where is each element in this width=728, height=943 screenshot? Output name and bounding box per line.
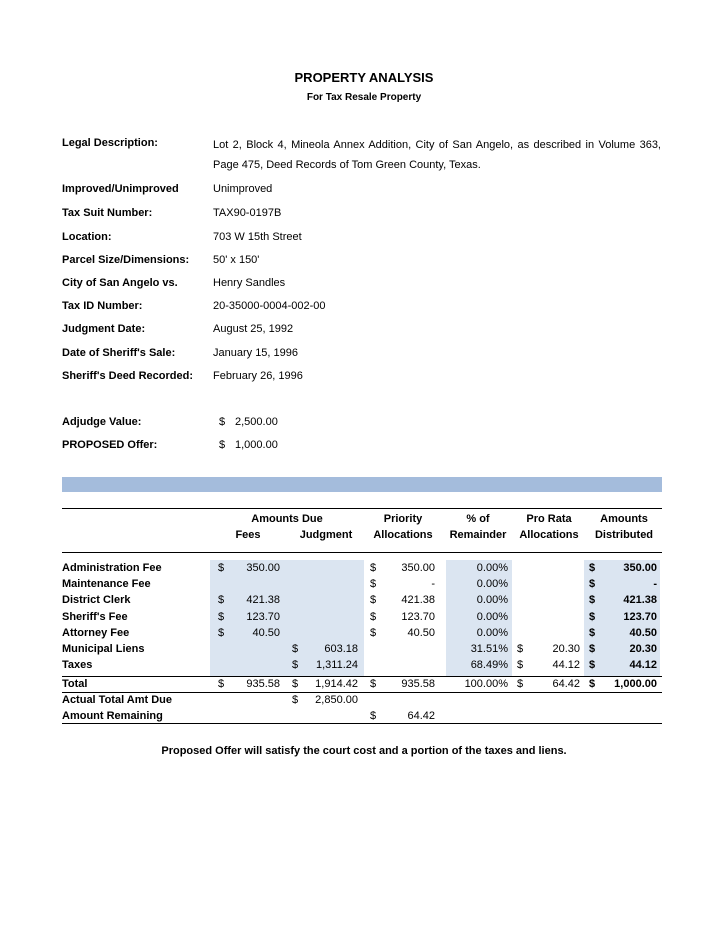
currency-symbol: $ [517, 643, 524, 655]
page-title: PROPERTY ANALYSIS [294, 70, 434, 85]
detail-value: TAX90-0197B [213, 207, 282, 219]
header-remainder: Remainder [449, 529, 507, 541]
legal-description-value: Lot 2, Block 4, Mineola Annex Addition, City of San Angelo, as described in Volume 363, Page 475, Deed Records of Tom Green County, Texas. [213, 139, 661, 171]
currency-symbol: $ [370, 562, 377, 574]
table-bottom-rule [62, 723, 662, 724]
cell-fees: 350.00 [246, 562, 280, 574]
cell-priority: 421.38 [401, 594, 435, 606]
row-label: Maintenance Fee [62, 578, 151, 590]
header-allocations: Allocations [373, 529, 433, 541]
proposed-offer-value: 1,000.00 [235, 439, 278, 451]
currency-symbol: $ [589, 659, 596, 671]
total-bottom-rule [62, 692, 662, 693]
cell-fees: 935.58 [246, 678, 280, 690]
cell-fees: 123.70 [246, 611, 280, 623]
cell-priority: 123.70 [401, 611, 435, 623]
currency-symbol: $ [370, 627, 377, 639]
header-judgment: Judgment [299, 529, 353, 541]
header-distributed: Distributed [594, 529, 654, 541]
cell-pct: 0.00% [476, 578, 508, 590]
currency-symbol: $ [589, 611, 596, 623]
row-label: Actual Total Amt Due [62, 694, 173, 706]
cell-priority: 935.58 [401, 678, 435, 690]
currency-symbol: $ [218, 678, 225, 690]
currency-symbol: $ [589, 562, 596, 574]
row-label: Taxes [62, 659, 93, 671]
cell-prorata: 44.12 [552, 659, 580, 671]
detail-value: February 26, 1996 [213, 370, 303, 382]
detail-value: 20-35000-0004-002-00 [213, 300, 326, 312]
row-label: Attorney Fee [62, 627, 130, 639]
cell-pct: 68.49% [470, 659, 508, 671]
header-pro-rata-allocations: Allocations [519, 529, 579, 541]
detail-value: 703 W 15th Street [213, 231, 302, 243]
section-divider-bar [62, 477, 662, 492]
cell-distributed: 350.00 [623, 562, 657, 574]
adjudge-value: 2,500.00 [235, 416, 278, 428]
currency-symbol: $ [292, 659, 299, 671]
cell-priority: 350.00 [401, 562, 435, 574]
header-priority: Priority [383, 513, 423, 525]
cell-priority: 64.42 [407, 710, 435, 722]
cell-pct: 0.00% [476, 611, 508, 623]
cell-judgment: 1,914.42 [315, 678, 358, 690]
cell-pct: 0.00% [476, 562, 508, 574]
currency-symbol: $ [517, 678, 524, 690]
cell-judgment: 1,311.24 [315, 659, 358, 671]
header-pct-of: % of [466, 513, 490, 525]
detail-label: Improved/Unimproved [62, 183, 179, 195]
row-label: Municipal Liens [62, 643, 145, 655]
header-amounts: Amounts [600, 513, 648, 525]
cell-distributed: 44.12 [629, 659, 657, 671]
cell-prorata: 64.42 [552, 678, 580, 690]
currency-symbol: $ [292, 678, 299, 690]
currency-symbol: $ [589, 594, 596, 606]
legal-description-label: Legal Description: [62, 137, 158, 149]
cell-pct: 0.00% [476, 627, 508, 639]
currency-symbol: $ [370, 710, 377, 722]
header-bottom-rule [62, 552, 662, 553]
header-fees: Fees [235, 529, 261, 541]
cell-distributed: 123.70 [623, 611, 657, 623]
cell-distributed: - [653, 578, 657, 590]
currency-symbol: $ [292, 694, 299, 706]
detail-value: August 25, 1992 [213, 323, 294, 335]
currency-symbol: $ [517, 659, 524, 671]
cell-distributed: 421.38 [623, 594, 657, 606]
header-pro-rata: Pro Rata [526, 513, 572, 525]
row-label: District Clerk [62, 594, 131, 606]
detail-label: Tax Suit Number: [62, 207, 153, 219]
currency-symbol: $ [218, 627, 225, 639]
cell-priority: 40.50 [407, 627, 435, 639]
detail-value: Henry Sandles [213, 277, 286, 289]
detail-label: Parcel Size/Dimensions: [62, 254, 190, 266]
cell-priority: - [431, 578, 435, 590]
currency-symbol: $ [589, 678, 596, 690]
footer-note: Proposed Offer will satisfy the court cost and a portion of the taxes and liens. [161, 745, 567, 757]
currency-symbol: $ [370, 611, 377, 623]
cell-distributed: 1,000.00 [614, 678, 657, 690]
cell-pct: 100.00% [464, 678, 508, 690]
offer-currency: $ [219, 439, 226, 451]
detail-label: Tax ID Number: [62, 300, 143, 312]
detail-label: Date of Sheriff's Sale: [62, 347, 176, 359]
detail-label: Location: [62, 231, 112, 243]
cell-fees: 40.50 [252, 627, 280, 639]
detail-label: City of San Angelo vs. [62, 277, 178, 289]
row-label: Amount Remaining [62, 710, 163, 722]
currency-symbol: $ [370, 678, 377, 690]
proposed-offer-label: PROPOSED Offer: [62, 439, 158, 451]
detail-label: Judgment Date: [62, 323, 146, 335]
currency-symbol: $ [589, 578, 596, 590]
cell-distributed: 40.50 [629, 627, 657, 639]
cell-judgment: 2,850.00 [315, 694, 358, 706]
currency-symbol: $ [218, 562, 225, 574]
cell-pct: 0.00% [476, 594, 508, 606]
detail-label: Sheriff's Deed Recorded: [62, 370, 193, 382]
currency-symbol: $ [292, 643, 299, 655]
detail-value: 50' x 150' [213, 254, 260, 266]
currency-symbol: $ [218, 594, 225, 606]
cell-pct: 31.51% [470, 643, 508, 655]
currency-symbol: $ [218, 611, 225, 623]
currency-symbol: $ [589, 643, 596, 655]
row-label: Sheriff's Fee [62, 611, 128, 623]
currency-symbol: $ [370, 578, 377, 590]
currency-symbol: $ [370, 594, 377, 606]
detail-value: Unimproved [213, 183, 273, 195]
row-label: Administration Fee [62, 562, 162, 574]
cell-distributed: 20.30 [629, 643, 657, 655]
header-amounts-due: Amounts Due [251, 513, 323, 525]
cell-fees: 421.38 [246, 594, 280, 606]
table-top-rule [62, 508, 662, 509]
cell-prorata: 20.30 [552, 643, 580, 655]
adjudge-value-label: Adjudge Value: [62, 416, 142, 428]
detail-value: January 15, 1996 [213, 347, 299, 359]
currency-symbol: $ [589, 627, 596, 639]
page-subtitle: For Tax Resale Property [306, 92, 422, 103]
row-label: Total [62, 678, 88, 690]
adjudge-currency: $ [219, 416, 226, 428]
cell-judgment: 603.18 [324, 643, 358, 655]
total-top-rule [62, 676, 662, 677]
